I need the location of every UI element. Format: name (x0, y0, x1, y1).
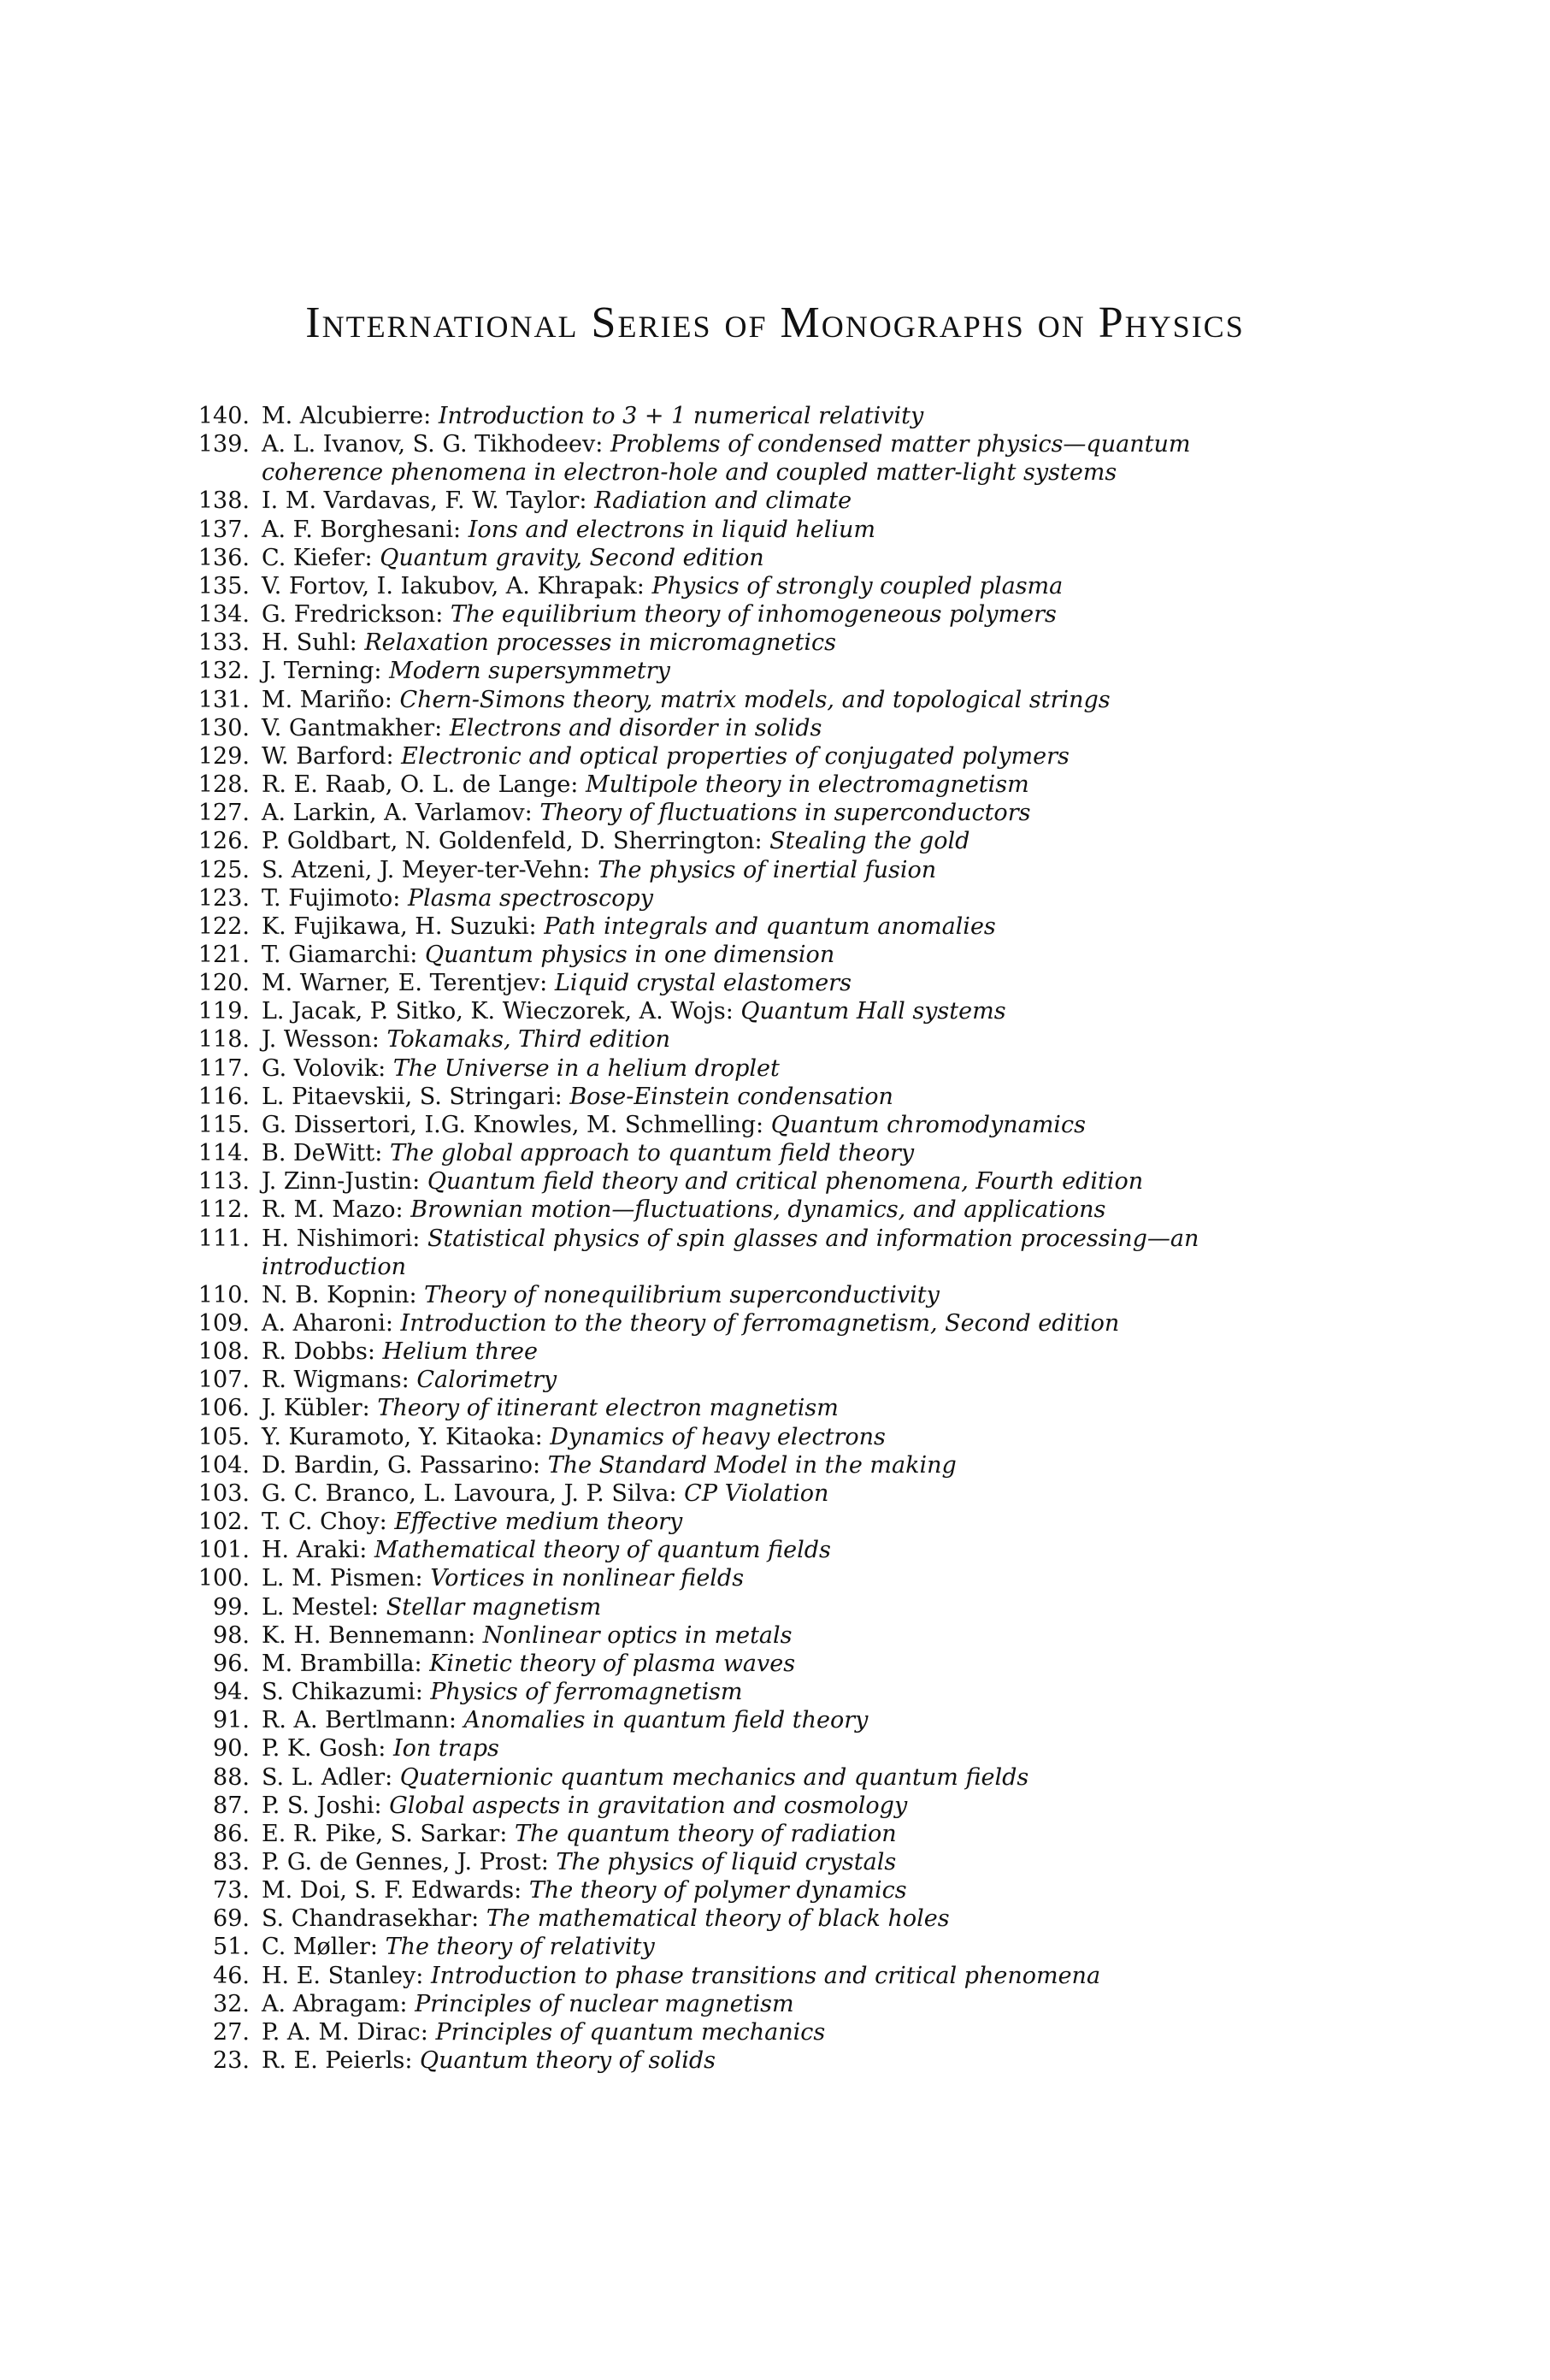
entry-number: 101. (197, 1537, 250, 1564)
entry-authors: A. Abragam: (262, 1990, 408, 2017)
entry-authors: R. Wigmans: (262, 1367, 410, 1394)
entry-authors: C. Møller: (262, 1934, 379, 1961)
entry-title: Plasma spectroscopy (408, 884, 654, 912)
entry-text (250, 941, 1296, 969)
entry-text (250, 1281, 1296, 1309)
entry-number: 117. (197, 1054, 250, 1082)
list-item (185, 1933, 1296, 1961)
entry-number: 102. (197, 1509, 250, 1536)
entry-text (250, 1366, 1296, 1394)
entry-number: 134. (197, 601, 250, 629)
entry-number: 121. (197, 941, 250, 968)
entry-title: The physics of liquid crystals (556, 1848, 897, 1875)
entry-number: 103. (197, 1479, 250, 1507)
entry-text (250, 1933, 1296, 1961)
entry-number: 119. (197, 998, 250, 1025)
entry-authors: G. Dissertori, I.G. Knowles, M. Schmelling: (262, 1111, 764, 1138)
list-item (185, 771, 1296, 799)
entry-number: 91. (213, 1707, 250, 1734)
entry-text (250, 657, 1296, 685)
entry-title: Radiation and climate (594, 487, 852, 515)
entry-title: Stellar magnetism (386, 1593, 602, 1621)
entry-authors: S. L. Adler: (262, 1763, 393, 1791)
list-item (185, 1792, 1296, 1820)
entry-number: 100. (197, 1565, 250, 1592)
entry-title: Calorimetry (416, 1367, 557, 1394)
entry-authors: W. Barford: (262, 742, 394, 770)
entry-authors: J. Wesson: (262, 1026, 380, 1054)
entry-number: 23. (213, 2047, 250, 2075)
entry-authors: L. Mestel: (262, 1593, 380, 1621)
entry-title: Physics of strongly coupled plasma (651, 572, 1064, 599)
list-item (185, 1309, 1296, 1338)
entry-number: 99. (213, 1593, 250, 1621)
entry-text (250, 1451, 1296, 1479)
list-item (185, 1763, 1296, 1792)
entry-number: 90. (213, 1735, 250, 1763)
list-item (185, 516, 1296, 544)
list-item (185, 1962, 1296, 1990)
entry-text (250, 1111, 1296, 1139)
entry-number: 105. (197, 1423, 250, 1450)
entry-text (250, 771, 1296, 799)
series-title: International Series of Monographs on Physics (305, 298, 1245, 347)
entry-number: 133. (197, 629, 250, 657)
entry-number: 88. (213, 1763, 250, 1791)
list-item (185, 1139, 1296, 1167)
entry-title: The theory of polymer dynamics (528, 1877, 907, 1905)
entry-title: Anomalies in quantum field theory (463, 1707, 869, 1734)
entry-authors: A. L. Ivanov, S. G. Tikhodeev: (262, 431, 604, 458)
entry-authors: R. E. Peierls: (262, 2047, 413, 2075)
entry-text (250, 1394, 1296, 1422)
entry-authors: M. Doi, S. F. Edwards: (262, 1877, 522, 1905)
list-item (185, 600, 1296, 629)
entry-authors: T. Fujimoto: (262, 884, 401, 912)
entry-number: 106. (197, 1395, 250, 1422)
list-item (185, 1536, 1296, 1564)
list-item (185, 1054, 1296, 1083)
entry-title: Statistical physics of spin glasses and information processing—an introduction (262, 1225, 1199, 1280)
entry-text (250, 2018, 1296, 2046)
list-item (185, 657, 1296, 685)
entry-number: 110. (197, 1281, 250, 1308)
entry-number: 128. (197, 771, 250, 799)
entry-number: 27. (213, 2018, 250, 2046)
entry-text (250, 1650, 1296, 1678)
list-item (185, 969, 1296, 997)
entry-number: 138. (197, 487, 250, 515)
entry-authors: L. Pitaevskii, S. Stringari: (262, 1083, 563, 1110)
list-item (185, 1848, 1296, 1876)
list-item (185, 1083, 1296, 1111)
entry-title: Effective medium theory (394, 1509, 683, 1536)
entry-text (250, 1309, 1296, 1338)
entry-text (250, 487, 1296, 515)
list-item (185, 430, 1296, 487)
entry-number: 108. (197, 1338, 250, 1366)
entry-title: Mathematical theory of quantum fields (374, 1537, 831, 1564)
entry-authors: J. Terning: (262, 658, 382, 685)
entry-authors: A. Aharoni: (262, 1310, 393, 1337)
entry-number: 136. (197, 544, 250, 571)
entry-text (250, 1508, 1296, 1536)
entry-number: 125. (197, 856, 250, 883)
entry-number: 137. (197, 516, 250, 543)
entry-title: Quantum gravity, Second edition (380, 544, 764, 571)
list-item (185, 1706, 1296, 1734)
list-item (185, 1508, 1296, 1536)
entry-title: Introduction to the theory of ferromagnetism, Second edition (400, 1310, 1120, 1337)
entry-number: 118. (197, 1026, 250, 1054)
entry-authors: T. Giamarchi: (262, 941, 418, 968)
entry-text (250, 2046, 1296, 2075)
entry-number: 111. (197, 1225, 250, 1252)
entry-text (250, 1621, 1296, 1650)
entry-title: The Standard Model in the making (547, 1451, 957, 1479)
entry-authors: H. Suhl: (262, 629, 357, 657)
entry-title: Ions and electrons in liquid helium (468, 516, 876, 543)
entry-authors: K. Fujikawa, H. Suzuki: (262, 912, 537, 940)
list-item (185, 714, 1296, 742)
entry-title: Ion traps (392, 1735, 499, 1763)
entry-text (250, 969, 1296, 997)
list-item (185, 1593, 1296, 1621)
list-item (185, 544, 1296, 572)
entry-number: 98. (213, 1621, 250, 1649)
entry-text (250, 1054, 1296, 1083)
entry-text (250, 1083, 1296, 1111)
entry-authors: B. DeWitt: (262, 1140, 383, 1167)
entry-authors: M. Mariño: (262, 686, 392, 713)
entry-number: 135. (197, 572, 250, 599)
list-item (185, 1338, 1296, 1366)
entry-text (250, 1678, 1296, 1706)
list-item (185, 2046, 1296, 2075)
entry-title: Path integrals and quantum anomalies (544, 912, 996, 940)
entry-text (250, 1025, 1296, 1054)
entry-authors: R. Dobbs: (262, 1338, 375, 1366)
entry-title: Kinetic theory of plasma waves (429, 1650, 796, 1677)
entry-title: Principles of nuclear magnetism (415, 1990, 794, 2017)
entry-authors: H. Araki: (262, 1537, 368, 1564)
list-item (185, 827, 1296, 855)
entry-text (250, 1167, 1296, 1196)
entry-title: Theory of fluctuations in superconductors (539, 800, 1031, 827)
entry-number: 86. (213, 1820, 250, 1847)
entry-title: Quantum chromodynamics (770, 1111, 1086, 1138)
entry-title: Physics of ferromagnetism (430, 1679, 743, 1706)
entry-title: Electrons and disorder in solids (449, 714, 822, 741)
entry-number: 130. (197, 714, 250, 741)
entry-text (250, 629, 1296, 657)
entry-number: 94. (213, 1679, 250, 1706)
entry-authors: E. R. Pike, S. Sarkar: (262, 1820, 508, 1847)
entry-authors: P. K. Gosh: (262, 1735, 386, 1763)
entry-text (250, 1225, 1296, 1281)
entry-authors: S. Atzeni, J. Meyer-ter-Vehn: (262, 856, 591, 883)
entry-title: Tokamaks, Third edition (386, 1026, 671, 1054)
entry-title: Chern-Simons theory, matrix models, and topological strings (399, 686, 1111, 713)
list-item (185, 1650, 1296, 1678)
entry-title: Multipole theory in electromagnetism (586, 771, 1029, 799)
entry-number: 73. (213, 1877, 250, 1905)
entry-text (250, 402, 1296, 430)
entry-title: The physics of inertial fusion (598, 856, 937, 883)
entry-title: The global approach to quantum field theory (389, 1140, 915, 1167)
entry-title: Global aspects in gravitation and cosmology (389, 1792, 908, 1819)
entry-text (250, 1536, 1296, 1564)
entry-text (250, 1763, 1296, 1792)
entry-number: 127. (197, 800, 250, 827)
entry-title: Problems of condensed matter physics—quantum coherence phenomena in electron-hole and coupled matter-light systems (262, 431, 1191, 487)
entry-authors: M. Brambilla: (262, 1650, 422, 1677)
entry-text (250, 1564, 1296, 1592)
entry-authors: L. M. Pismen: (262, 1565, 423, 1592)
entry-authors: S. Chikazumi: (262, 1679, 423, 1706)
entry-authors: A. Larkin, A. Varlamov: (262, 800, 533, 827)
entry-authors: R. E. Raab, O. L. de Lange: (262, 771, 579, 799)
list-item (185, 884, 1296, 912)
entry-number: 104. (197, 1451, 250, 1479)
entry-text (250, 544, 1296, 572)
entry-authors: M. Alcubierre: (262, 403, 432, 429)
entry-authors: R. M. Mazo: (262, 1196, 404, 1224)
entry-text (250, 1338, 1296, 1366)
list-item (185, 487, 1296, 515)
list-item (185, 1451, 1296, 1479)
entry-authors: G. Fredrickson: (262, 601, 444, 629)
entry-text (250, 572, 1296, 600)
entry-text (250, 1479, 1296, 1508)
entry-authors: N. B. Kopnin: (262, 1281, 417, 1308)
entry-number: 87. (213, 1792, 250, 1819)
entry-number: 139. (197, 431, 250, 458)
entry-title: Theory of nonequilibrium superconductivity (424, 1281, 940, 1308)
entry-text (250, 1139, 1296, 1167)
entry-text (250, 1734, 1296, 1763)
entry-authors: K. H. Bennemann: (262, 1621, 476, 1649)
entry-authors: J. Zinn-Justin: (262, 1168, 421, 1196)
entry-authors: Y. Kuramoto, Y. Kitaoka: (262, 1423, 543, 1450)
list-item (185, 856, 1296, 884)
entry-authors: V. Gantmakher: (262, 714, 443, 741)
entry-title: Introduction to phase transitions and critical phenomena (430, 1962, 1101, 1989)
entry-text (250, 884, 1296, 912)
entry-text (250, 1962, 1296, 1990)
entry-number: 96. (213, 1650, 250, 1677)
entry-text (250, 600, 1296, 629)
entry-text (250, 997, 1296, 1025)
entry-authors: L. Jacak, P. Sitko, K. Wieczorek, A. Wojs: (262, 998, 734, 1025)
entry-title: Liquid crystal elastomers (554, 970, 852, 997)
entry-title: Electronic and optical properties of conjugated polymers (401, 742, 1070, 770)
list-item (185, 1734, 1296, 1763)
entry-title: Quantum Hall systems (740, 998, 1006, 1025)
entry-title: Relaxation processes in micromagnetics (364, 629, 837, 657)
entry-title: Nonlinear optics in metals (482, 1621, 793, 1649)
entry-number: 116. (197, 1083, 250, 1110)
entry-title: Quaternionic quantum mechanics and quantum fields (399, 1763, 1029, 1791)
entry-title: The mathematical theory of black holes (486, 1905, 950, 1933)
entry-title: Theory of itinerant electron magnetism (377, 1395, 839, 1422)
entry-title: Principles of quantum mechanics (435, 2018, 826, 2046)
list-item (185, 1820, 1296, 1848)
list-item (185, 572, 1296, 600)
entry-title: Helium three (382, 1338, 538, 1366)
entry-authors: P. Goldbart, N. Goldenfeld, D. Sherrington: (262, 828, 763, 855)
entry-text (250, 1905, 1296, 1933)
entry-authors: G. Volovik: (262, 1054, 386, 1082)
list-item (185, 1167, 1296, 1196)
list-item (185, 1678, 1296, 1706)
entry-title: Quantum field theory and critical phenomena, Fourth edition (427, 1168, 1144, 1196)
entry-title: Brownian motion—fluctuations, dynamics, and applications (410, 1196, 1106, 1224)
entry-number: 83. (213, 1848, 250, 1875)
list-item (185, 2018, 1296, 2046)
entry-text (250, 1706, 1296, 1734)
list-item (185, 1366, 1296, 1394)
entry-authors: P. A. M. Dirac: (262, 2018, 428, 2046)
entry-title: The theory of relativity (385, 1934, 655, 1961)
entry-number: 131. (197, 686, 250, 713)
entry-number: 120. (197, 970, 250, 997)
entry-text (250, 1196, 1296, 1224)
entry-authors: P. S. Joshi: (262, 1792, 382, 1819)
entry-text (250, 1990, 1296, 2018)
entry-title: Stealing the gold (769, 828, 970, 855)
entry-text (250, 430, 1296, 487)
list-item (185, 629, 1296, 657)
entry-text (250, 1848, 1296, 1876)
entry-text (250, 856, 1296, 884)
entry-authors: A. F. Borghesani: (262, 516, 462, 543)
entry-authors: P. G. de Gennes, J. Prost: (262, 1848, 549, 1875)
list-item (185, 1905, 1296, 1933)
entry-title: Modern supersymmetry (389, 658, 670, 685)
entry-authors: R. A. Bertlmann: (262, 1707, 457, 1734)
entry-number: 114. (197, 1140, 250, 1167)
entry-number: 51. (213, 1934, 250, 1961)
entry-text (250, 714, 1296, 742)
list-item (185, 1394, 1296, 1422)
entry-authors: H. Nishimori: (262, 1225, 421, 1252)
entry-number: 122. (197, 912, 250, 940)
entry-title: The quantum theory of radiation (514, 1820, 897, 1847)
entry-title: The Universe in a helium droplet (392, 1054, 780, 1082)
list-item (185, 1423, 1296, 1451)
entry-number: 113. (197, 1168, 250, 1196)
entry-title: Vortices in nonlinear fields (430, 1565, 745, 1592)
list-item (185, 742, 1296, 771)
entry-authors: I. M. Vardavas, F. W. Taylor: (262, 487, 587, 515)
entry-text (250, 742, 1296, 771)
entry-authors: D. Bardin, G. Passarino: (262, 1451, 541, 1479)
entry-text (250, 1423, 1296, 1451)
list-item (185, 1225, 1296, 1281)
entry-title: Quantum theory of solids (420, 2047, 716, 2075)
entry-number: 32. (213, 1990, 250, 2017)
entry-number: 46. (213, 1962, 250, 1989)
entry-text (250, 516, 1296, 544)
entry-title: Quantum physics in one dimension (424, 941, 835, 968)
entry-text (250, 827, 1296, 855)
entry-number: 132. (197, 658, 250, 685)
list-item (185, 402, 1296, 430)
list-item (185, 1479, 1296, 1508)
entry-number: 123. (197, 884, 250, 912)
list-item (185, 1876, 1296, 1905)
entry-title: The equilibrium theory of inhomogeneous polymers (450, 601, 1057, 629)
list-item (185, 1025, 1296, 1054)
list-item (185, 997, 1296, 1025)
entry-title: Dynamics of heavy electrons (550, 1423, 886, 1450)
entry-number: 107. (197, 1367, 250, 1394)
entry-number: 129. (197, 742, 250, 770)
entry-text (250, 686, 1296, 714)
list-item (185, 1196, 1296, 1224)
list-item (185, 1990, 1296, 2018)
entry-title: Bose-Einstein condensation (569, 1083, 893, 1110)
list-item (185, 1564, 1296, 1592)
entry-authors: T. C. Choy: (262, 1509, 387, 1536)
entry-number: 115. (197, 1111, 250, 1138)
entry-number: 112. (197, 1196, 250, 1224)
entry-text (250, 1876, 1296, 1905)
monograph-list (185, 402, 1296, 2075)
entry-authors: J. Kübler: (262, 1395, 370, 1422)
entry-authors: M. Warner, E. Terentjev: (262, 970, 548, 997)
entry-authors: C. Kiefer: (262, 544, 373, 571)
entry-number: 109. (197, 1310, 250, 1337)
list-item (185, 1111, 1296, 1139)
entry-authors: V. Fortov, I. Iakubov, A. Khrapak: (262, 572, 645, 599)
list-item (185, 1281, 1296, 1309)
entry-text (250, 1792, 1296, 1820)
list-item (185, 912, 1296, 941)
list-item (185, 686, 1296, 714)
entry-title: CP Violation (684, 1479, 829, 1507)
entry-authors: S. Chandrasekhar: (262, 1905, 480, 1933)
entry-text (250, 799, 1296, 827)
entry-number: 126. (197, 828, 250, 855)
list-item (185, 1621, 1296, 1650)
entry-number: 140. (197, 403, 250, 429)
entry-text (250, 912, 1296, 941)
entry-text (250, 1820, 1296, 1848)
entry-authors: H. E. Stanley: (262, 1962, 424, 1989)
entry-title: Introduction to 3 + 1 numerical relativity (438, 403, 924, 429)
list-item (185, 941, 1296, 969)
entry-number: 69. (213, 1905, 250, 1933)
list-item (185, 799, 1296, 827)
entry-authors: G. C. Branco, L. Lavoura, J. P. Silva: (262, 1479, 677, 1507)
entry-text (250, 1593, 1296, 1621)
